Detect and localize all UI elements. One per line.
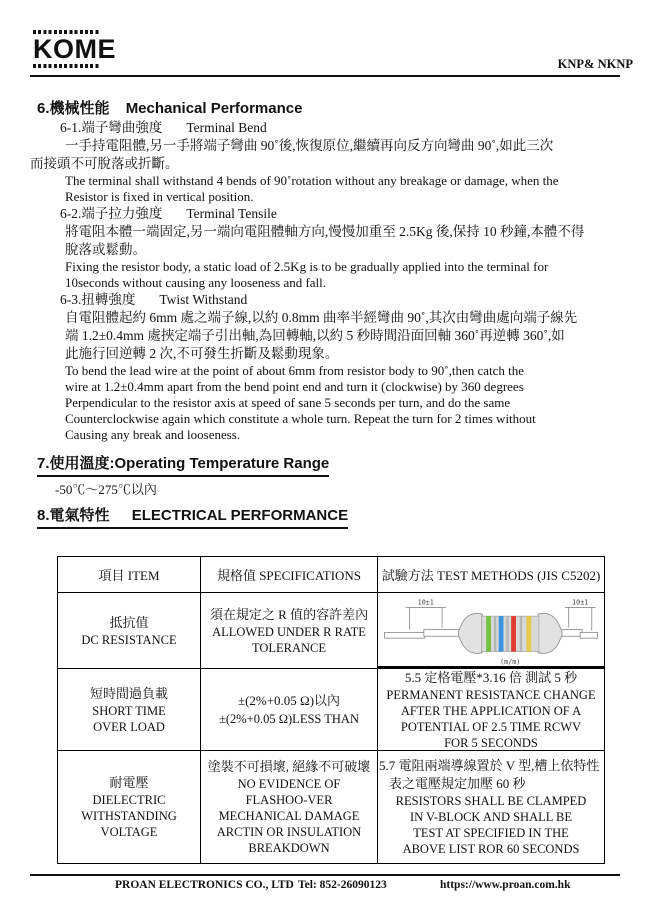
footer-rule <box>30 874 620 876</box>
test-method-line: RESISTORS SHALL BE CLAMPED <box>395 794 587 808</box>
test-method-line: 表之電壓規定加壓 60 秒 <box>389 776 526 791</box>
unit-label: (m/m) <box>500 658 521 666</box>
item-label-zh: 耐電壓 <box>109 775 149 790</box>
subsection-6-3-heading-zh: 6-3.扭轉強度 <box>60 292 136 307</box>
test-method-line: TEST AT SPECIFIED IN THE <box>413 826 569 840</box>
spec-line: ±(2%+0.05 Ω)以內 <box>237 692 341 708</box>
cell-short-time-overload-spec <box>201 669 378 751</box>
cell-dc-resistance-item <box>58 593 201 669</box>
item-label-en: VOLTAGE <box>100 825 158 839</box>
test-method-line: POTENTIAL OF 2.5 TIME RCWV <box>400 719 582 734</box>
paragraph-line: Resistor is fixed in vertical position. <box>65 189 254 204</box>
table-header-specifications: 規格值 SPECIFICATIONS <box>201 557 378 593</box>
spec-line: ALLOWED UNDER R RATE <box>212 624 366 639</box>
section-6-heading-en: Mechanical Performance <box>125 100 303 117</box>
cell-dielectric-test <box>378 751 604 863</box>
paragraph-line: 此施行回逆轉 2 次,不可發生折斷及鬆動現象。 <box>65 346 339 361</box>
section-6-heading-zh: 6.機械性能 <box>37 100 110 117</box>
footer-company: PROAN ELECTRONICS CO., LTD <box>115 879 294 891</box>
spec-line: FLASHOO-VER <box>245 793 333 807</box>
subsection-6-1-heading <box>60 119 626 137</box>
cell-short-time-overload-test <box>378 669 604 751</box>
spec-line: 須在規定之 R 值的容許差內 <box>209 606 369 622</box>
paragraph-line: Causing any break and looseness. <box>65 427 241 442</box>
test-method-line: AFTER THE APPLICATION OF A <box>400 703 582 718</box>
resistor-diagram <box>380 595 602 666</box>
body-stripe <box>520 616 522 652</box>
section-mechanical-performance <box>30 97 626 443</box>
cell-short-time-overload-item <box>58 669 201 751</box>
logo-text: KOME <box>33 34 116 64</box>
subsection-6-2-heading-zh: 6-2.端子拉力強度 <box>60 206 163 221</box>
test-method-line: FOR 5 SECONDS <box>444 735 538 750</box>
spec-line: ARCTIN OR INSULATION <box>216 825 362 839</box>
subsection-6-1-heading-zh: 6-1.端子彎曲強度 <box>60 120 163 135</box>
logo-dots-bottom <box>33 64 99 68</box>
subsection-6-3-heading <box>60 291 626 309</box>
paragraph-line: 一手持電阻體,另一手將端子彎曲 90˚後,恢復原位,繼續再向反方向彎曲 90˚,如此三次 <box>65 138 554 153</box>
spec-line: 塗裝不可損壞, 絕緣不可破壞 <box>207 759 371 774</box>
table-header-item: 項目 ITEM <box>58 557 201 593</box>
item-label-zh: 抵抗值 <box>109 614 149 630</box>
paragraph-line: The terminal shall withstand 4 bends of 90˚rotation without any breakage or damage, when the <box>65 173 559 188</box>
item-label-en: OVER LOAD <box>93 719 165 734</box>
flange-left <box>458 613 482 653</box>
paragraph-line: To bend the lead wire at the point of about 6mm from resistor body to 90˚,then catch the <box>65 363 525 378</box>
paragraph-line: wire at 1.2±0.4mm apart from the bend point end and turn it (clockwise) by 360 degrees <box>65 379 524 394</box>
test-method-line: 5.7 電阻兩端導線置於 V 型,槽上依特性 <box>379 758 600 773</box>
section-8-heading <box>37 504 348 529</box>
band-blue <box>499 616 504 652</box>
paragraph-line: 脫落或鬆動。 <box>65 242 146 257</box>
spec-line: BREAKDOWN <box>248 841 330 855</box>
test-method-line: PERMANENT RESISTANCE CHANGE <box>386 687 596 702</box>
kome-logo <box>33 30 116 68</box>
cell-dc-resistance-spec <box>201 593 378 669</box>
paragraph-line: 10seconds without causing any looseness and fall. <box>65 275 327 290</box>
item-label-en: DC RESISTANCE <box>81 632 177 647</box>
item-label-zh: 短時間過負載 <box>89 685 168 701</box>
spec-line: MECHANICAL DAMAGE <box>218 809 360 823</box>
cell-dielectric-spec <box>201 751 378 863</box>
paragraph-line: Counterclockwise again which constitute a whole turn. Repeat the turn for 2 times without <box>65 411 536 426</box>
electrical-performance-table <box>57 556 605 864</box>
test-method-line: 5.5 定格電壓*3.16 倍 測試 5 秒 <box>404 669 578 685</box>
flange-right <box>538 613 562 653</box>
spec-line: TOLERANCE <box>251 640 327 655</box>
paragraph-line: Perpendicular to the resistor axis at speed of sane 5 seconds per turn, and do the same <box>65 395 511 410</box>
subsection-6-2-heading-en: Terminal Tensile <box>186 206 277 221</box>
section-operating-temperature <box>30 452 329 499</box>
body-stripe <box>494 616 496 652</box>
paragraph-line: 而接頭不可脫落或折斷。 <box>30 156 179 171</box>
item-label-en: DIELECTRIC <box>92 793 166 807</box>
subsection-6-2-heading <box>60 205 626 223</box>
test-method-line: ABOVE LIST ROR 60 SECONDS <box>402 842 580 856</box>
spec-line: ±(2%+0.05 Ω)LESS THAN <box>219 711 359 726</box>
cell-dc-resistance-test <box>378 593 604 669</box>
section-7-heading: 7.使用溫度:Operating Temperature Range <box>37 452 329 477</box>
cell-dielectric-item <box>58 751 201 863</box>
subsection-6-3-heading-en: Twist Withstand <box>159 292 248 307</box>
item-label-en: SHORT TIME <box>92 703 166 718</box>
table-header-test-methods: 試驗方法 TEST METHODS (JIS C5202) <box>378 557 604 593</box>
paragraph-line: 將電阻本體一端固定,另一端向電阻體軸方向,慢慢加重至 2.5Kg 後,保持 10 秒鐘,本體不得 <box>65 224 585 239</box>
header-rule <box>30 75 620 77</box>
section-8-heading-zh: 8.電氣特性 <box>37 507 110 524</box>
section-8-heading-en: ELECTRICAL PERFORMANCE <box>131 507 349 524</box>
temperature-range: -50℃～275℃以內 <box>55 482 157 497</box>
spec-line: NO EVIDENCE OF <box>237 777 341 791</box>
paragraph-line: 自電阻體起約 6mm 處之端子線,以約 0.8mm 曲率半經彎曲 90˚,其次由彎曲處向端子線先 <box>65 310 578 325</box>
paragraph-line: 端 1.2±0.4mm 處挾定端子引出軸,為回轉軸,以約 5 秒時間沿面回軸 360˚再逆轉 360˚,如 <box>65 328 565 343</box>
footer-telephone: Tel: 852-26090123 <box>298 879 387 891</box>
section-electrical-performance <box>30 504 348 529</box>
dimension-label-right: 10±1 <box>572 598 589 607</box>
paragraph-line: Fixing the resistor body, a static load of 2.5Kg is to be gradually applied into the terminal for <box>65 259 549 274</box>
subsection-6-1-heading-en: Terminal Bend <box>186 120 267 135</box>
footer-website: https://www.proan.com.hk <box>440 879 571 891</box>
band-yellow <box>527 616 532 652</box>
band-green <box>486 616 491 652</box>
band-red <box>511 616 516 652</box>
dimension-label-left: 10±1 <box>417 598 434 607</box>
product-code: KNP& NKNP <box>557 57 633 71</box>
body-stripe <box>506 616 508 652</box>
item-label-en: WITHSTANDING <box>81 809 177 823</box>
test-method-line: IN V-BLOCK AND SHALL BE <box>409 810 573 824</box>
section-6-heading <box>37 97 626 119</box>
